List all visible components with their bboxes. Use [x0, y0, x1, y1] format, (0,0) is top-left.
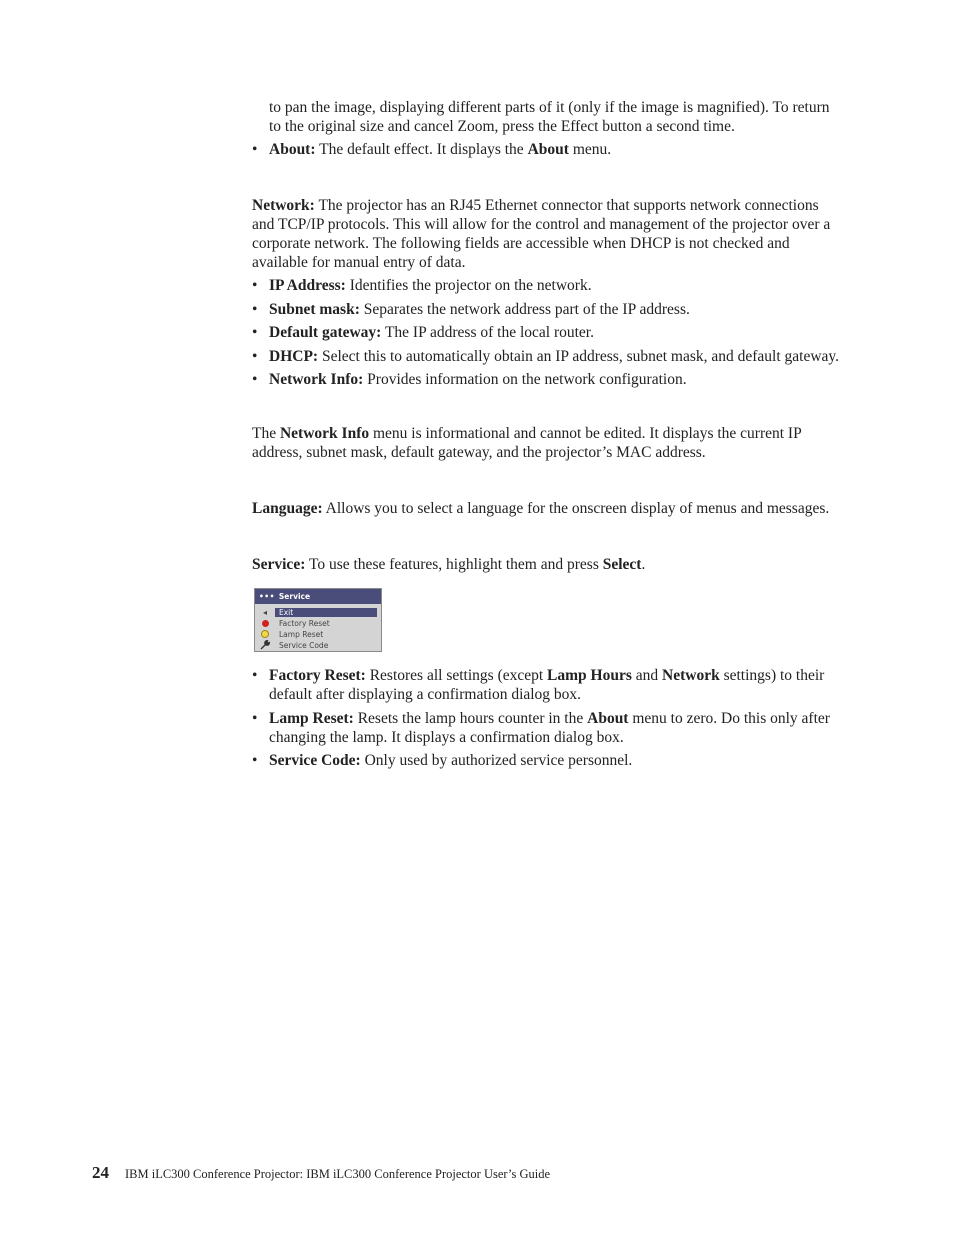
menu-item-label: Factory Reset [279, 619, 330, 628]
zoom-continuation-block [252, 98, 842, 159]
page-footer [92, 1163, 852, 1184]
about-list [252, 140, 842, 159]
network-paragraph: Network: The projector has an RJ45 Ethernet connector that supports network connections and TCP/IP protocols. This will allow for the control and management of the projector over a corporate network. The following fields are accessible when DHCP is not checked and available for manual entry of data. [252, 197, 831, 271]
list-item-about: • About: The default effect. It displays the About menu. [252, 140, 842, 159]
service-section [252, 555, 842, 574]
zoom-continuation-text: to pan the image, displaying different parts of it (only if the image is magnified). To return to the original size and cancel Zoom, press the Effect button a second time. [269, 99, 830, 135]
network-info-section [252, 424, 842, 462]
list-item-ip-address: • IP Address: Identifies the projector on the network. [252, 276, 842, 295]
service-menu-title: Service [278, 592, 311, 601]
menu-dots-icon: ••• [259, 592, 275, 601]
language-paragraph: Language: Allows you to select a language for the onscreen display of menus and messages. [252, 500, 830, 517]
service-items-section [252, 662, 842, 770]
left-arrow-icon: ◂ [262, 608, 267, 617]
list-item-default-gateway: • Default gateway: The IP address of the local router. [252, 323, 842, 342]
service-menu-screenshot [254, 588, 382, 652]
network-field-list [252, 276, 842, 389]
list-item-service-code: • Service Code: Only used by authorized service personnel. [252, 751, 842, 770]
network-section [252, 196, 842, 389]
bulb-icon [260, 629, 270, 640]
list-item-network-info: • Network Info: Provides information on the network configuration. [252, 370, 842, 389]
list-item-lamp-reset: • Lamp Reset: Resets the lamp hours counter in the About menu to zero. Do this only after changing the lamp. It displays a confirmation dialog box. [252, 709, 842, 747]
red-dot-icon [260, 618, 270, 629]
menu-item-exit[interactable] [255, 607, 381, 618]
wrench-icon [260, 640, 270, 651]
language-section [252, 499, 842, 518]
menu-item-lamp-reset[interactable] [255, 629, 381, 640]
page-number: 24 [92, 1163, 109, 1182]
service-paragraph: Service: To use these features, highlight them and press Select. [252, 556, 646, 573]
menu-item-service-code[interactable] [255, 640, 381, 651]
list-item-dhcp: • DHCP: Select this to automatically obtain an IP address, subnet mask, and default gateway. [252, 347, 842, 366]
footer-title: IBM iLC300 Conference Projector: IBM iLC300 Conference Projector User’s Guide [125, 1167, 551, 1181]
menu-item-factory-reset[interactable] [255, 618, 381, 629]
list-item-subnet-mask: • Subnet mask: Separates the network address part of the IP address. [252, 300, 842, 319]
service-menu-title-bar [255, 589, 381, 604]
menu-item-label: Service Code [279, 641, 329, 650]
menu-item-label: Lamp Reset [279, 630, 324, 639]
list-item-factory-reset: • Factory Reset: Restores all settings (except Lamp Hours and Network settings) to their default after displaying a confirmation dialog box. [252, 666, 842, 704]
network-info-paragraph: The Network Info menu is informational and cannot be edited. It displays the current IP address, subnet mask, default gateway, and the projector’s MAC address. [252, 425, 802, 461]
menu-item-label: Exit [279, 608, 294, 617]
service-items-list [252, 666, 842, 770]
service-menu-body [255, 604, 381, 651]
